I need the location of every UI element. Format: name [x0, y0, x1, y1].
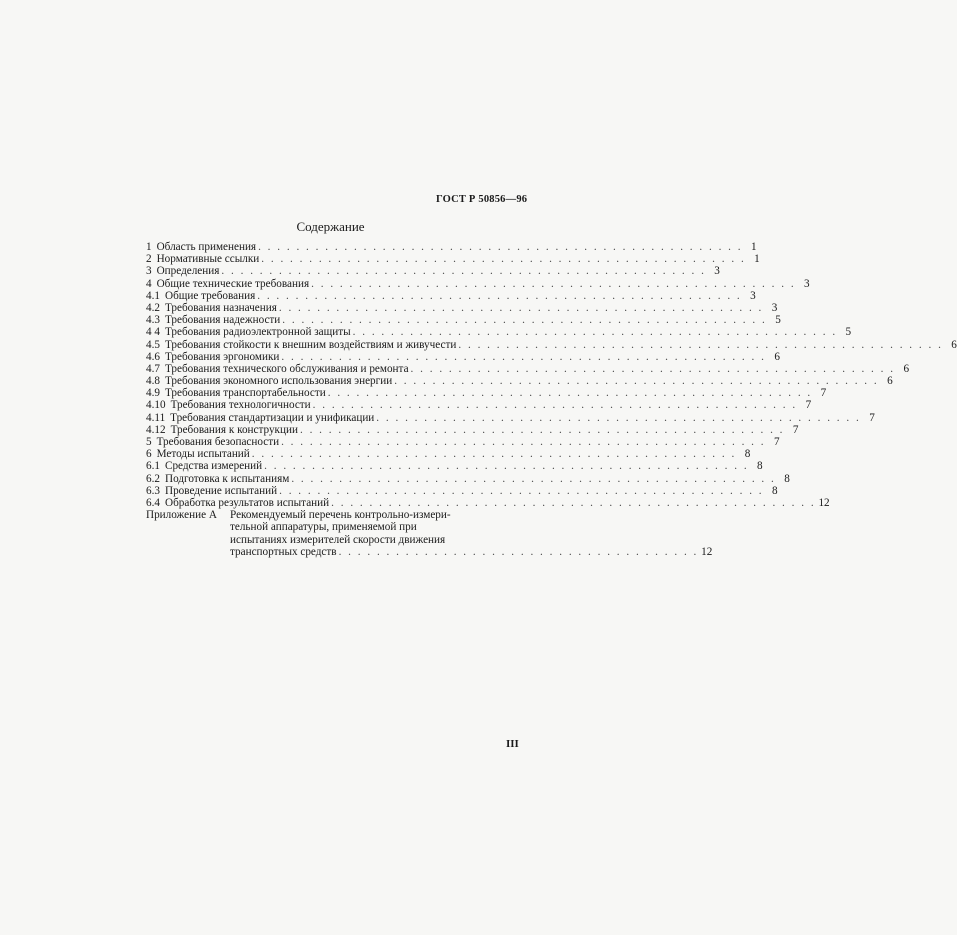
- toc-entry: [146, 350, 780, 363]
- toc-entry-page: 3: [750, 289, 756, 302]
- toc-entry-page: 3: [714, 265, 720, 278]
- toc-entry-leader: [376, 412, 860, 424]
- toc-entry-label: Требования стандартизации и унификации: [170, 411, 375, 424]
- toc-entry-number: 4 4: [146, 326, 160, 339]
- toc-entry-label: Требования технологичности: [170, 399, 311, 412]
- toc-entry-number: 4.11: [146, 411, 166, 424]
- toc-entry-label: Методы испытаний: [156, 448, 250, 461]
- toc-entry-leader: [264, 460, 748, 472]
- toc-entry-number: 4.9: [146, 387, 160, 400]
- toc-entry: [146, 253, 760, 266]
- toc-entry-leader: [281, 436, 765, 448]
- toc-title: Содержание: [296, 219, 365, 234]
- appendix-lead: Приложение А: [146, 509, 217, 522]
- toc-entry-leader: [331, 497, 815, 509]
- toc-entry-label: Требования стойкости к внешним воздействиям и живучести: [164, 338, 457, 351]
- table-of-contents: [146, 241, 957, 558]
- toc-entry-page: 3: [771, 301, 778, 314]
- toc-entry-label: Требования к конструкции: [170, 423, 298, 436]
- toc-entry-leader: [313, 399, 797, 411]
- toc-entry-number: 1: [146, 241, 152, 253]
- toc-entry: [146, 265, 720, 278]
- toc-entry-leader: [221, 265, 705, 277]
- toc-entry-page: 6: [887, 375, 893, 388]
- toc-entry-leader: [353, 326, 837, 338]
- toc-entry-number: 4.12: [146, 423, 166, 436]
- toc-entry-number: 3: [146, 265, 152, 278]
- toc-entry: [146, 326, 852, 339]
- toc-entry-page: 5: [845, 326, 852, 339]
- toc-entry-page: 1: [754, 253, 760, 266]
- toc-entry: [146, 314, 781, 327]
- toc-entry: [146, 387, 827, 400]
- toc-entry-label: Требования назначения: [164, 301, 277, 314]
- toc-entry-label: Общие требования: [164, 289, 256, 302]
- toc-entry-label: Область применения: [156, 241, 257, 253]
- toc-entry-leader: [261, 253, 745, 265]
- toc-entry-page: 8: [757, 460, 763, 473]
- toc-entry: [146, 289, 756, 302]
- toc-entry: [146, 241, 757, 253]
- toc-entry-leader: [279, 302, 763, 314]
- appendix-title: [230, 509, 712, 558]
- toc-entry-leader: [291, 473, 775, 485]
- toc-entry: [146, 338, 957, 351]
- toc-entry-page: 8: [744, 448, 751, 461]
- toc-entry-number: 4.7: [146, 362, 160, 375]
- toc-entry-label: Требования эргономики: [164, 350, 280, 363]
- page-number: III: [506, 738, 519, 750]
- toc-entry-label: Определения: [156, 265, 220, 278]
- appendix-page: 12: [701, 545, 713, 558]
- toc-entry: [146, 362, 910, 375]
- toc-entry-leader: [257, 290, 741, 302]
- appendix-title-line: испытаниях измерителей скорости движения: [230, 533, 446, 546]
- toc-entry-number: 5: [146, 436, 152, 448]
- toc-entry: [146, 375, 893, 388]
- document-code: ГОСТ Р 50856—96: [436, 194, 528, 205]
- toc-entry: [146, 496, 830, 509]
- toc-entry-leader: [311, 278, 795, 290]
- appendix-title-line: Рекомендуемый перечень контрольно-измери-: [230, 509, 451, 522]
- toc-entry-label: Требования радиоэлектронной защиты: [164, 326, 351, 339]
- toc-entry: [146, 460, 763, 473]
- toc-appendix: [146, 509, 713, 558]
- toc-entry-number: 4.2: [146, 301, 160, 314]
- toc-entry-label: Требования безопасности: [156, 436, 280, 448]
- toc-entry-label: Требования технического обслуживания и ремонта: [164, 362, 409, 375]
- toc-entry-label: Нормативные ссылки: [156, 253, 260, 266]
- toc-entry-number: 4.1: [146, 289, 160, 302]
- toc-entry-leader: [281, 351, 765, 363]
- toc-entry-page: 7: [869, 411, 875, 424]
- toc-entry: [146, 411, 875, 424]
- toc-entry-label: Средства измерений: [164, 460, 263, 473]
- toc-entry-leader: [411, 363, 895, 375]
- appendix-leader: [339, 546, 699, 558]
- toc-entry-page: 5: [775, 314, 781, 327]
- toc-entry-page: 6: [774, 350, 780, 363]
- toc-entry-number: 6.4: [146, 496, 160, 509]
- toc-entry-leader: [252, 448, 736, 460]
- toc-entry-label: Требования надежности: [164, 314, 281, 327]
- toc-entry-leader: [394, 375, 878, 387]
- toc-entry-leader: [258, 241, 742, 253]
- toc-entry-number: 6: [146, 448, 152, 461]
- toc-entry-number: 6.3: [146, 484, 160, 497]
- toc-entry-page: 6: [951, 338, 957, 351]
- toc-entry-number: 4.6: [146, 350, 160, 363]
- toc-entry: [146, 484, 778, 497]
- toc-entry-leader: [458, 339, 942, 351]
- toc-entry-number: 6.2: [146, 472, 160, 485]
- toc-entry-page: 3: [804, 277, 810, 290]
- toc-entry: [146, 472, 790, 485]
- toc-entry-page: 6: [903, 362, 910, 375]
- toc-entry-label: Требования транспортабельности: [164, 387, 326, 400]
- toc-entry-number: 4: [146, 277, 152, 290]
- toc-entry-label: Проведение испытаний: [164, 484, 278, 497]
- toc-entry-number: 4.3: [146, 314, 160, 327]
- toc-entry-number: 4.5: [146, 338, 160, 351]
- toc-entry-label: Требования экономного использования энергии: [164, 375, 393, 388]
- toc-entry-page: 8: [771, 484, 778, 497]
- toc-entry: [146, 436, 780, 448]
- toc-entry-page: 12: [818, 496, 830, 509]
- toc-entry-leader: [328, 387, 812, 399]
- toc-entry: [146, 448, 751, 461]
- toc-entry: [146, 277, 810, 290]
- toc-entry-leader: [282, 314, 766, 326]
- toc-entry-page: 7: [805, 399, 812, 412]
- appendix-last-line: [230, 546, 712, 558]
- toc-entry-label: Общие технические требования: [156, 277, 310, 290]
- toc-entry: [146, 399, 812, 412]
- toc-entry-number: 6.1: [146, 460, 160, 473]
- toc-entry-number: 4.8: [146, 375, 160, 388]
- toc-entry-leader: [300, 424, 784, 436]
- toc-entry: [146, 301, 778, 314]
- toc-entry-number: 2: [146, 253, 152, 266]
- toc-entry-page: 8: [784, 472, 790, 485]
- toc-entry: [146, 423, 799, 436]
- toc-entry-page: 7: [773, 436, 780, 448]
- toc-entry-label: Обработка результатов испытаний: [164, 496, 330, 509]
- toc-entry-number: 4.10: [146, 399, 166, 412]
- appendix-title-line: тельной аппаратуры, применяемой при: [230, 521, 417, 534]
- toc-entry-page: 1: [750, 241, 757, 253]
- toc-entry-leader: [279, 485, 763, 497]
- toc-entry-label: Подготовка к испытаниям: [164, 472, 290, 485]
- toc-entry-page: 7: [792, 423, 799, 436]
- appendix-last-line-text: транспортных средств: [230, 545, 337, 558]
- toc-entry-page: 7: [820, 387, 827, 400]
